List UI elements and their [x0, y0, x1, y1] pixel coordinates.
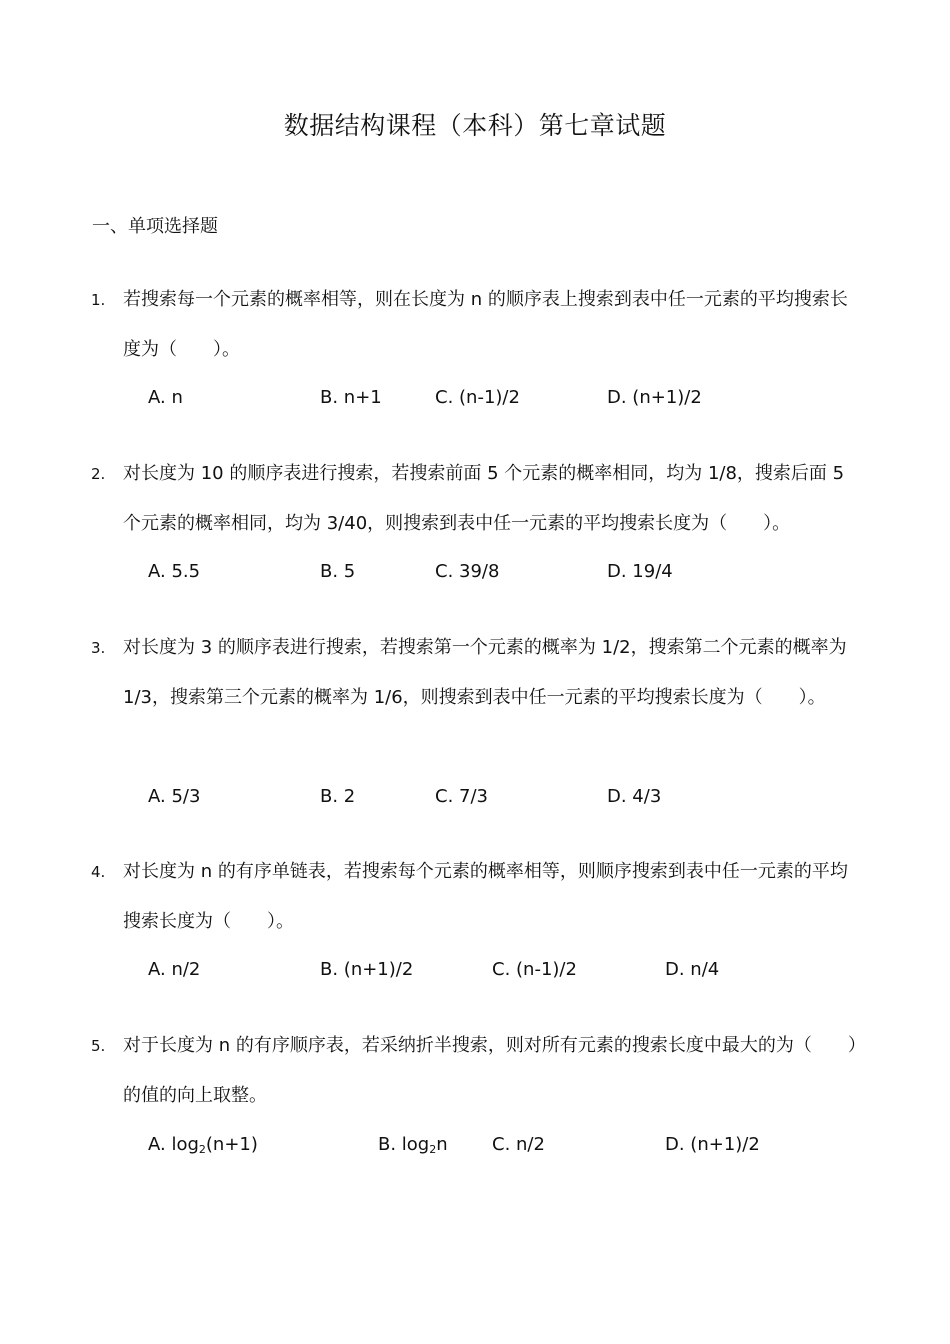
option-c: C. (n-1)/2	[435, 387, 520, 408]
option-a: A. 5.5	[148, 561, 201, 582]
option-a-prefix: A. log	[148, 1134, 199, 1155]
question-number: 2.	[91, 465, 106, 483]
question-number: 5.	[91, 1037, 106, 1055]
option-c: C. (n-1)/2	[492, 959, 577, 980]
question-text: 对长度为 10 的顺序表进行搜索，若搜索前面 5 个元素的概率相同，均为 1/8，搜索后面 5 个元素的概率相同，均为 3/40，则搜索到表中任一元素的平均搜索长度为（ ）。	[123, 463, 845, 534]
question-number: 3.	[91, 639, 106, 657]
option-b-argument: n	[436, 1134, 448, 1155]
option-a: A. n/2	[148, 959, 201, 980]
option-d: D. n/4	[665, 959, 720, 980]
section-heading: 一、单项选择题	[92, 216, 218, 237]
option-d: D. 19/4	[607, 561, 673, 582]
question-text: 对于长度为 n 的有序顺序表，若采纳折半搜索，则对所有元素的搜索长度中最大的为（ ）的值的向上取整。	[123, 1035, 857, 1106]
option-c: C. 7/3	[435, 786, 488, 807]
question-number: 1.	[91, 291, 106, 309]
option-b: B. n+1	[320, 387, 382, 408]
option-a: A. 5/3	[148, 786, 201, 807]
option-a: A. n	[148, 387, 183, 408]
log-base-subscript: 2	[198, 1143, 206, 1156]
option-b: B. (n+1)/2	[320, 959, 414, 980]
option-c: C. 39/8	[435, 561, 500, 582]
option-d: D. (n+1)/2	[665, 1134, 760, 1155]
question-text: 对长度为 3 的顺序表进行搜索，若搜索第一个元素的概率为 1/2，搜索第二个元素的概率为 1/3，搜索第三个元素的概率为 1/6，则搜索到表中任一元素的平均搜索长度为（ ）。	[123, 637, 847, 708]
option-c: C. n/2	[492, 1134, 545, 1155]
option-d: D. (n+1)/2	[607, 387, 702, 408]
option-b: B. 5	[320, 561, 356, 582]
question-text: 对长度为 n 的有序单链表，若搜索每个元素的概率相等，则顺序搜索到表中任一元素的平均搜索长度为（ ）。	[123, 861, 848, 932]
option-b-prefix: B. log	[378, 1134, 430, 1155]
page-title: 数据结构课程（本科）第七章试题	[283, 111, 667, 140]
option-b	[378, 1130, 448, 1165]
question-text: 若搜索每一个元素的概率相等，则在长度为 n 的顺序表上搜索到表中任一元素的平均搜索长度为（ ）。	[123, 289, 848, 360]
option-a-argument: (n+1)	[205, 1134, 258, 1155]
option-d: D. 4/3	[607, 786, 662, 807]
option-b: B. 2	[320, 786, 356, 807]
log-base-subscript: 2	[429, 1143, 437, 1156]
option-a	[148, 1130, 258, 1165]
question-number: 4.	[91, 863, 106, 881]
